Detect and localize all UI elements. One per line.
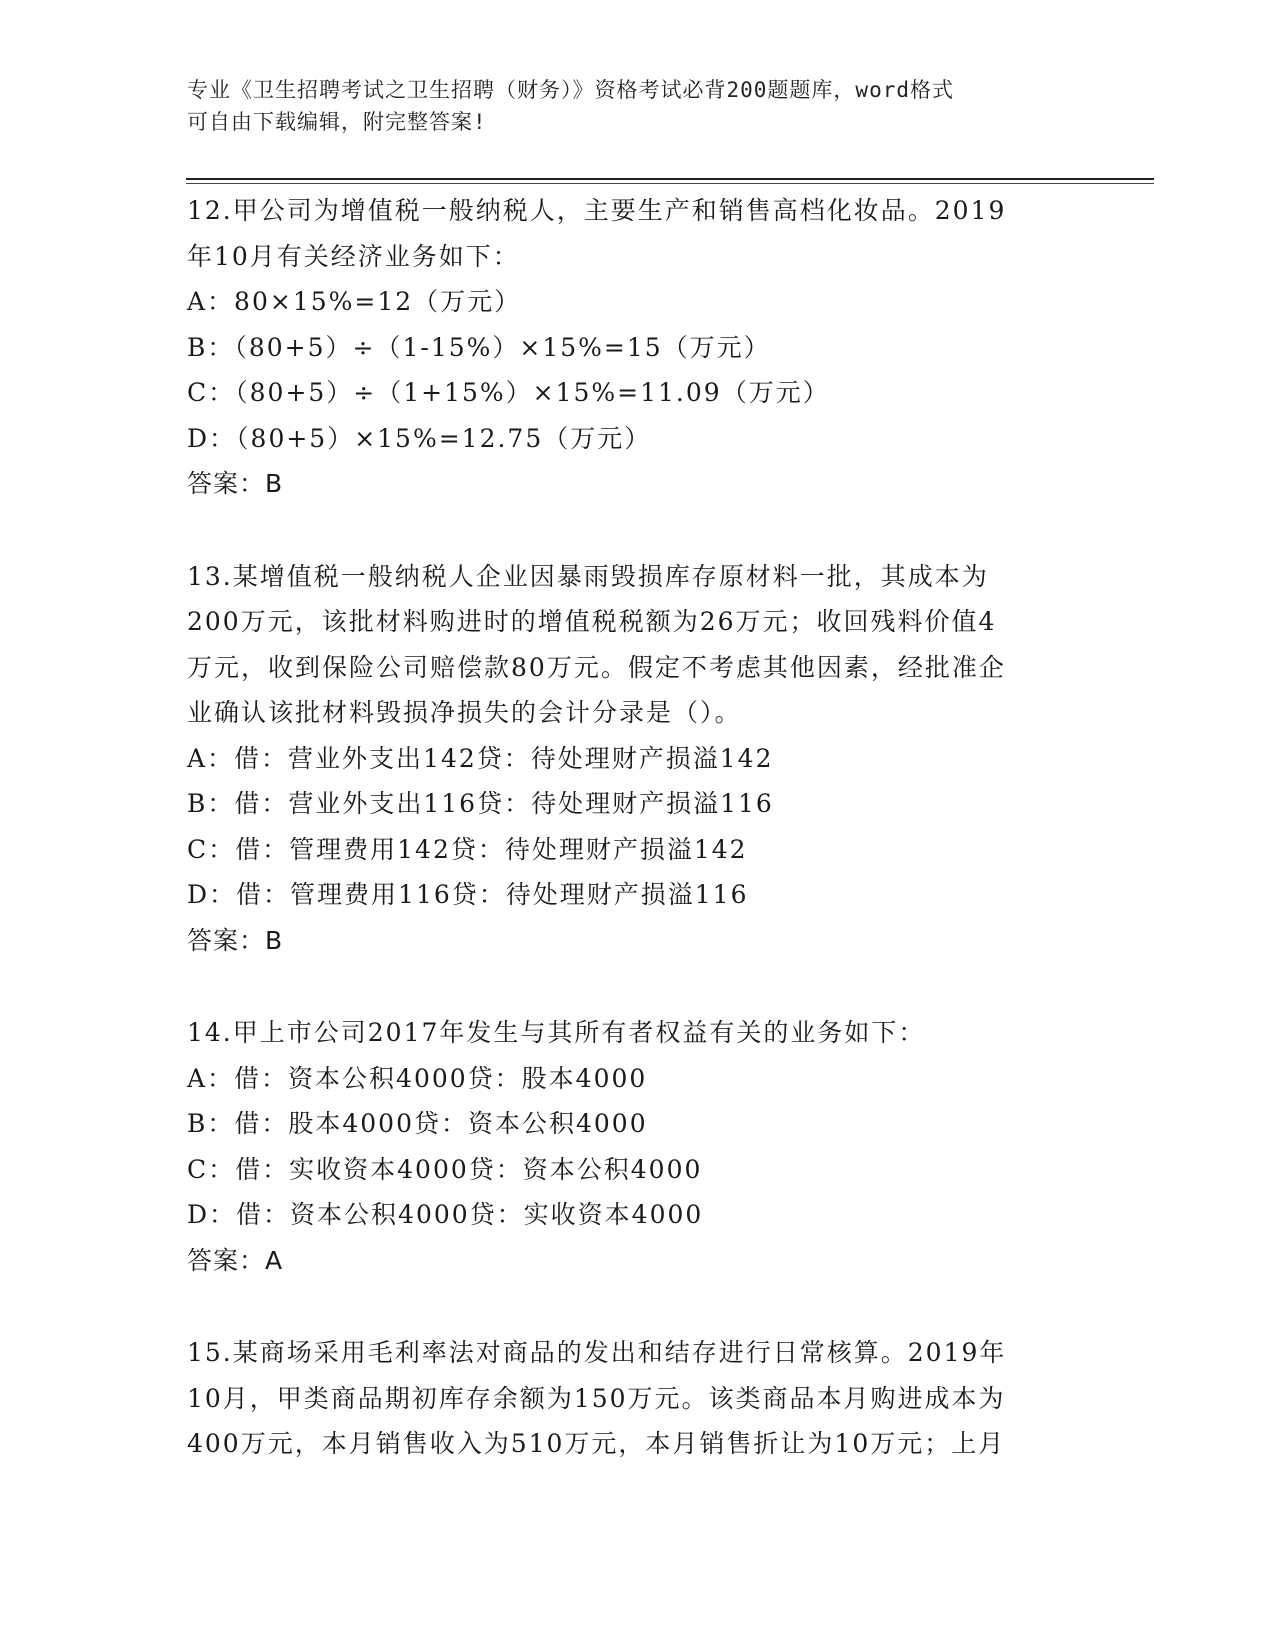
document-header (187, 74, 1067, 138)
option-b: B：（80+5）÷（1-15%）×15%=15（万元） (187, 332, 771, 362)
question-stem-line: 200万元，该批材料购进时的增值税税额为26万元；收回残料价值4 (187, 607, 997, 636)
header-line-2: 可自由下载编辑，附完整答案! (187, 110, 487, 134)
header-divider-thin (186, 183, 1154, 184)
question-stem-line: 13.某增值税一般纳税人企业因暴雨毁损库存原材料一批，其成本为 (187, 561, 989, 591)
question-stem-line: 业确认该批材料毁损净损失的会计分录是（）。 (187, 698, 742, 727)
question-stem-line: 400万元，本月销售收入为510万元，本月销售折让为10万元；上月 (187, 1429, 1006, 1458)
question-stem-line: 15.某商场采用毛利率法对商品的发出和结存进行日常核算。2019年 (187, 1338, 1007, 1367)
option-b: B：借：营业外支出116贷：待处理财产损溢116 (187, 789, 774, 818)
option-d: D：（80+5）×15%=12.75（万元） (187, 423, 652, 453)
question-list (187, 188, 1087, 1514)
option-d: D：借：管理费用116贷：待处理财产损溢116 (187, 880, 749, 909)
option-a: A：借：营业外支出142贷：待处理财产损溢142 (187, 743, 774, 773)
question-13 (187, 554, 1087, 964)
question-14 (187, 1010, 1087, 1283)
question-stem-line: 10月，甲类商品期初库存余额为150万元。该类商品本月购进成本为 (187, 1383, 1006, 1413)
header-divider-thick (186, 178, 1154, 180)
question-stem-line: 万元，收到保险公司赔偿款80万元。假定不考虑其他因素，经批准企 (187, 652, 1006, 682)
option-c: C：借：管理费用142贷：待处理财产损溢142 (187, 834, 748, 864)
question-12 (187, 188, 1087, 507)
question-stem-line: 12.甲公司为增值税一般纳税人，主要生产和销售高档化妆品。2019 (187, 196, 1007, 225)
option-d: D：借：资本公积4000贷：实收资本4000 (187, 1200, 704, 1229)
answer-line: 答案：B (187, 925, 284, 955)
question-stem-line: 年10月有关经济业务如下： (187, 241, 520, 271)
option-a: A：80×15%=12（万元） (187, 287, 522, 316)
option-c: C：（80+5）÷（1+15%）×15%=11.09（万元） (187, 378, 830, 407)
option-a: A：借：资本公积4000贷：股本4000 (187, 1063, 648, 1093)
option-c: C：借：实收资本4000贷：资本公积4000 (187, 1154, 703, 1184)
answer-line: 答案：A (187, 1245, 284, 1275)
answer-line: 答案：B (187, 469, 284, 498)
header-line-1: 专业《卫生招聘考试之卫生招聘（财务）》资格考试必背200题题库，word格式 (187, 78, 954, 102)
option-b: B：借：股本4000贷：资本公积4000 (187, 1109, 648, 1138)
question-15 (187, 1330, 1087, 1467)
question-stem-line: 14.甲上市公司2017年发生与其所有者权益有关的业务如下： (187, 1018, 926, 1047)
